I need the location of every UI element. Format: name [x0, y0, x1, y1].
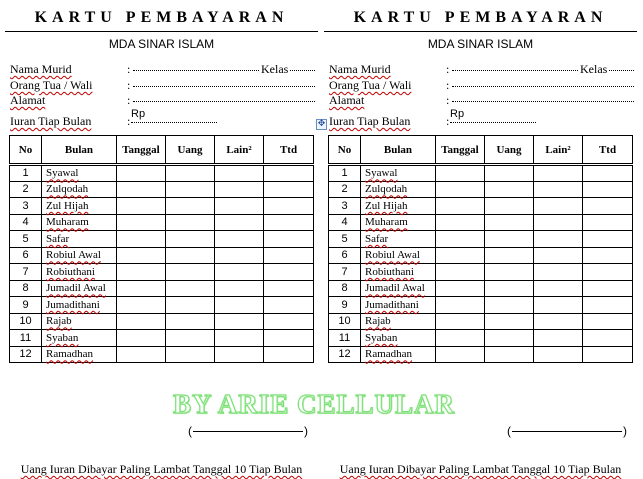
cell-uang[interactable]	[166, 280, 215, 297]
month-name	[361, 231, 436, 248]
table-header-row	[329, 136, 633, 165]
title-divider	[5, 31, 318, 32]
header-col-bulan: Bulan	[42, 136, 117, 165]
cell-ttd[interactable]	[264, 313, 314, 330]
month-name	[361, 247, 436, 264]
month-name-text: Robiul Awal	[46, 249, 101, 262]
cell-ttd[interactable]	[583, 231, 633, 248]
month-name-text: Syaban	[46, 331, 79, 344]
month-name-text: Jumadithani	[46, 298, 100, 311]
title-divider	[324, 31, 637, 32]
signature-close: )	[623, 424, 627, 438]
cell-uang[interactable]	[166, 214, 215, 231]
fee-label: Iuran Tiap Bulan	[329, 114, 411, 128]
table-row	[329, 280, 633, 297]
month-name-text: Zul Hijah	[46, 199, 89, 212]
cell-ttd[interactable]	[583, 264, 633, 281]
month-name-text: Jumadil Awal	[46, 282, 106, 295]
month-name	[42, 214, 117, 231]
cell-tanggal[interactable]	[436, 198, 485, 215]
month-name-text: Rajab	[46, 315, 72, 328]
month-name-text: Safar	[46, 232, 70, 245]
cell-ttd[interactable]	[583, 346, 633, 363]
cell-lain[interactable]	[534, 313, 583, 330]
cell-uang[interactable]	[485, 313, 534, 330]
class-dots[interactable]	[290, 70, 315, 71]
cell-uang[interactable]	[166, 165, 215, 182]
month-name	[42, 198, 117, 215]
row-number: 6	[329, 247, 361, 264]
school-name: MDA SINAR ISLAM	[427, 37, 534, 51]
table-row	[329, 165, 633, 182]
watermark-text: BY ARIE CELLULAR	[173, 389, 456, 419]
cell-uang[interactable]	[166, 297, 215, 314]
payment-table	[9, 135, 314, 363]
cell-uang[interactable]	[485, 231, 534, 248]
month-name	[42, 264, 117, 281]
cell-tanggal[interactable]	[436, 181, 485, 198]
month-name	[42, 247, 117, 264]
table-row	[329, 297, 633, 314]
cell-uang[interactable]	[166, 313, 215, 330]
cell-ttd[interactable]	[583, 214, 633, 231]
month-name	[42, 330, 117, 347]
table-row	[10, 231, 314, 248]
cell-lain[interactable]	[534, 280, 583, 297]
month-name-text: Robiuthani	[46, 265, 95, 278]
cell-ttd[interactable]	[264, 297, 314, 314]
cell-uang[interactable]	[485, 264, 534, 281]
cell-lain[interactable]	[215, 165, 264, 182]
colon: :	[127, 78, 131, 92]
cell-tanggal[interactable]	[436, 264, 485, 281]
table-row	[10, 330, 314, 347]
cell-ttd[interactable]	[583, 330, 633, 347]
cell-uang[interactable]	[485, 198, 534, 215]
cell-ttd[interactable]	[264, 247, 314, 264]
cell-tanggal[interactable]	[436, 330, 485, 347]
table-move-handle-icon[interactable]: ✥	[317, 119, 326, 129]
signature-open: (	[507, 424, 511, 438]
cell-tanggal[interactable]	[436, 165, 485, 182]
cell-ttd[interactable]	[264, 231, 314, 248]
signature-blank[interactable]	[512, 431, 622, 432]
row-number: 3	[10, 198, 42, 215]
footer-note: Uang Iuran Dibayar Paling Lambat Tanggal 10 Tiap Bulan	[339, 462, 622, 476]
cell-lain[interactable]	[534, 198, 583, 215]
row-number: 2	[329, 181, 361, 198]
row-number: 9	[329, 297, 361, 314]
cell-lain[interactable]	[215, 297, 264, 314]
row-number: 12	[10, 346, 42, 363]
cell-lain[interactable]	[534, 346, 583, 363]
class-label: Kelas	[261, 62, 289, 76]
cell-ttd[interactable]	[264, 346, 314, 363]
row-number: 7	[10, 264, 42, 281]
cell-ttd[interactable]	[264, 198, 314, 215]
colon: :	[446, 62, 450, 76]
cell-lain[interactable]	[534, 297, 583, 314]
cell-tanggal[interactable]	[436, 297, 485, 314]
cell-lain[interactable]	[215, 247, 264, 264]
row-number: 3	[329, 198, 361, 215]
month-name-text: Ramadhan	[46, 348, 94, 361]
cell-lain[interactable]	[534, 264, 583, 281]
cell-ttd[interactable]	[264, 330, 314, 347]
cell-uang[interactable]	[485, 297, 534, 314]
cell-lain[interactable]	[215, 280, 264, 297]
month-name	[361, 181, 436, 198]
month-name	[361, 214, 436, 231]
cell-ttd[interactable]	[264, 214, 314, 231]
payment-table	[328, 135, 633, 363]
table-row	[329, 214, 633, 231]
month-name-text: Syawal	[365, 167, 398, 180]
colon: :	[446, 93, 450, 107]
month-name-text: Rajab	[365, 315, 391, 328]
cell-lain[interactable]	[215, 313, 264, 330]
header-col-tanggal: Tanggal	[117, 136, 166, 165]
cell-ttd[interactable]	[583, 198, 633, 215]
table-row	[10, 214, 314, 231]
signature-open: (	[188, 424, 192, 438]
footer-note: Uang Iuran Dibayar Paling Lambat Tanggal 10 Tiap Bulan	[20, 462, 303, 476]
row-number: 6	[10, 247, 42, 264]
cell-uang[interactable]	[485, 165, 534, 182]
table-row	[10, 165, 314, 182]
table-row	[329, 313, 633, 330]
cell-ttd[interactable]	[264, 181, 314, 198]
student-name-dots[interactable]	[133, 70, 259, 71]
cell-tanggal[interactable]	[117, 247, 166, 264]
header-col-uang: Uang	[485, 136, 534, 165]
month-name	[42, 346, 117, 363]
cell-tanggal[interactable]	[436, 247, 485, 264]
cell-uang[interactable]	[485, 247, 534, 264]
student-name-label: Nama Murid	[10, 62, 72, 76]
month-name	[361, 346, 436, 363]
colon: :	[127, 62, 131, 76]
cell-ttd[interactable]	[264, 165, 314, 182]
header-col-bulan: Bulan	[361, 136, 436, 165]
parent-label: Orang Tua / Wali	[10, 78, 93, 92]
cell-uang[interactable]	[166, 247, 215, 264]
header-col-lain: Lain²	[215, 136, 264, 165]
address-label: Alamat	[329, 93, 365, 107]
row-number: 10	[10, 313, 42, 330]
cell-tanggal[interactable]	[436, 214, 485, 231]
row-number: 2	[10, 181, 42, 198]
row-number: 1	[329, 165, 361, 182]
row-number: 11	[10, 330, 42, 347]
currency-label: Rp	[131, 108, 146, 120]
header-col-lain: Lain²	[534, 136, 583, 165]
month-name	[42, 165, 117, 182]
month-name-text: Ramadhan	[365, 348, 413, 361]
table-row	[329, 181, 633, 198]
table-body	[10, 165, 314, 363]
row-number: 4	[10, 214, 42, 231]
month-name-text: Syaban	[365, 331, 398, 344]
cell-ttd[interactable]	[583, 313, 633, 330]
table-row	[10, 181, 314, 198]
parent-dots[interactable]	[452, 86, 634, 87]
cell-ttd[interactable]	[583, 181, 633, 198]
table-row	[10, 297, 314, 314]
row-number: 8	[10, 280, 42, 297]
colon: :	[446, 114, 450, 128]
cell-uang[interactable]	[166, 198, 215, 215]
month-name	[361, 297, 436, 314]
cell-lain[interactable]	[215, 214, 264, 231]
table-row	[10, 313, 314, 330]
month-name	[361, 198, 436, 215]
row-number: 5	[329, 231, 361, 248]
cell-uang[interactable]	[166, 231, 215, 248]
signature-line	[188, 424, 308, 438]
student-name-label: Nama Murid	[329, 62, 391, 76]
row-number: 12	[329, 346, 361, 363]
month-name	[361, 330, 436, 347]
cell-tanggal[interactable]	[436, 280, 485, 297]
row-number: 10	[329, 313, 361, 330]
signature-line	[507, 424, 627, 438]
cell-tanggal[interactable]	[117, 181, 166, 198]
month-name-text: Safar	[365, 232, 389, 245]
month-name	[361, 280, 436, 297]
card-title: KARTU PEMBAYARAN	[353, 9, 608, 26]
currency-label: Rp	[450, 108, 465, 120]
month-name-text: Zulqodah	[46, 183, 89, 196]
cell-tanggal[interactable]	[436, 313, 485, 330]
colon: :	[127, 114, 131, 128]
table-row	[329, 198, 633, 215]
cell-uang[interactable]	[166, 330, 215, 347]
table-row	[10, 247, 314, 264]
table-row	[10, 346, 314, 363]
address-dots[interactable]	[133, 101, 315, 102]
row-number: 8	[329, 280, 361, 297]
table-row	[10, 280, 314, 297]
row-number: 4	[329, 214, 361, 231]
month-name	[42, 181, 117, 198]
month-name-text: Robiul Awal	[365, 249, 420, 262]
cell-tanggal[interactable]	[117, 165, 166, 182]
class-dots[interactable]	[609, 70, 634, 71]
colon: :	[446, 78, 450, 92]
row-number: 11	[329, 330, 361, 347]
month-name	[361, 313, 436, 330]
class-label: Kelas	[580, 62, 608, 76]
month-name	[42, 297, 117, 314]
month-name	[361, 264, 436, 281]
month-name	[42, 313, 117, 330]
cell-uang[interactable]	[485, 280, 534, 297]
card-title: KARTU PEMBAYARAN	[34, 9, 289, 26]
cell-ttd[interactable]	[264, 280, 314, 297]
cell-lain[interactable]	[215, 346, 264, 363]
header-col-tanggal: Tanggal	[436, 136, 485, 165]
row-number: 5	[10, 231, 42, 248]
cell-lain[interactable]	[215, 264, 264, 281]
header-col-no: No	[329, 136, 361, 165]
cell-uang[interactable]	[485, 330, 534, 347]
fee-dots[interactable]	[450, 122, 536, 123]
cell-tanggal[interactable]	[117, 297, 166, 314]
address-dots[interactable]	[452, 101, 634, 102]
header-col-no: No	[10, 136, 42, 165]
cell-tanggal[interactable]	[117, 313, 166, 330]
address-label: Alamat	[10, 93, 46, 107]
cell-uang[interactable]	[485, 346, 534, 363]
cell-ttd[interactable]	[264, 264, 314, 281]
table-row	[329, 247, 633, 264]
cell-lain[interactable]	[534, 231, 583, 248]
month-name-text: Jumadithani	[365, 298, 419, 311]
student-name-dots[interactable]	[452, 70, 578, 71]
fee-dots[interactable]	[131, 122, 217, 123]
table-row	[10, 198, 314, 215]
cell-tanggal[interactable]	[117, 280, 166, 297]
signature-close: )	[304, 424, 308, 438]
cell-tanggal[interactable]	[117, 214, 166, 231]
table-row	[329, 346, 633, 363]
header-col-uang: Uang	[166, 136, 215, 165]
cell-lain[interactable]	[534, 165, 583, 182]
month-name-text: Jumadil Awal	[365, 282, 425, 295]
month-name	[42, 231, 117, 248]
row-number: 9	[10, 297, 42, 314]
fee-label: Iuran Tiap Bulan	[10, 114, 92, 128]
cell-tanggal[interactable]	[117, 346, 166, 363]
month-name-text: Syawal	[46, 167, 79, 180]
table-header-row	[10, 136, 314, 165]
parent-label: Orang Tua / Wali	[329, 78, 412, 92]
header-col-ttd: Ttd	[583, 136, 633, 165]
cell-uang[interactable]	[166, 346, 215, 363]
cell-tanggal[interactable]	[117, 264, 166, 281]
cell-tanggal[interactable]	[117, 330, 166, 347]
header-col-ttd: Ttd	[264, 136, 314, 165]
cell-lain[interactable]	[534, 330, 583, 347]
cell-lain[interactable]	[215, 231, 264, 248]
cell-uang[interactable]	[485, 214, 534, 231]
cell-tanggal[interactable]	[436, 346, 485, 363]
signature-blank[interactable]	[193, 431, 303, 432]
row-number: 1	[10, 165, 42, 182]
cell-tanggal[interactable]	[117, 231, 166, 248]
table-body	[329, 165, 633, 363]
table-row	[329, 264, 633, 281]
table-row	[329, 330, 633, 347]
month-name-text: Robiuthani	[365, 265, 414, 278]
cell-tanggal[interactable]	[117, 198, 166, 215]
cell-lain[interactable]	[215, 198, 264, 215]
month-name-text: Zul Hijah	[365, 199, 408, 212]
parent-dots[interactable]	[133, 86, 315, 87]
cell-ttd[interactable]	[583, 247, 633, 264]
cell-lain[interactable]	[534, 181, 583, 198]
row-number: 7	[329, 264, 361, 281]
month-name	[361, 165, 436, 182]
cell-uang[interactable]	[166, 264, 215, 281]
cell-uang[interactable]	[166, 181, 215, 198]
cell-tanggal[interactable]	[436, 231, 485, 248]
month-name-text: Muharam	[46, 216, 89, 229]
table-row	[10, 264, 314, 281]
cell-lain[interactable]	[215, 330, 264, 347]
month-name-text: Muharam	[365, 216, 408, 229]
cell-lain[interactable]	[534, 247, 583, 264]
school-name: MDA SINAR ISLAM	[108, 37, 215, 51]
table-row	[329, 231, 633, 248]
cell-ttd[interactable]	[583, 280, 633, 297]
month-name	[42, 280, 117, 297]
cell-lain[interactable]	[534, 214, 583, 231]
colon: :	[127, 93, 131, 107]
cell-uang[interactable]	[485, 181, 534, 198]
cell-ttd[interactable]	[583, 297, 633, 314]
month-name-text: Zulqodah	[365, 183, 408, 196]
cell-ttd[interactable]	[583, 165, 633, 182]
cell-lain[interactable]	[215, 181, 264, 198]
